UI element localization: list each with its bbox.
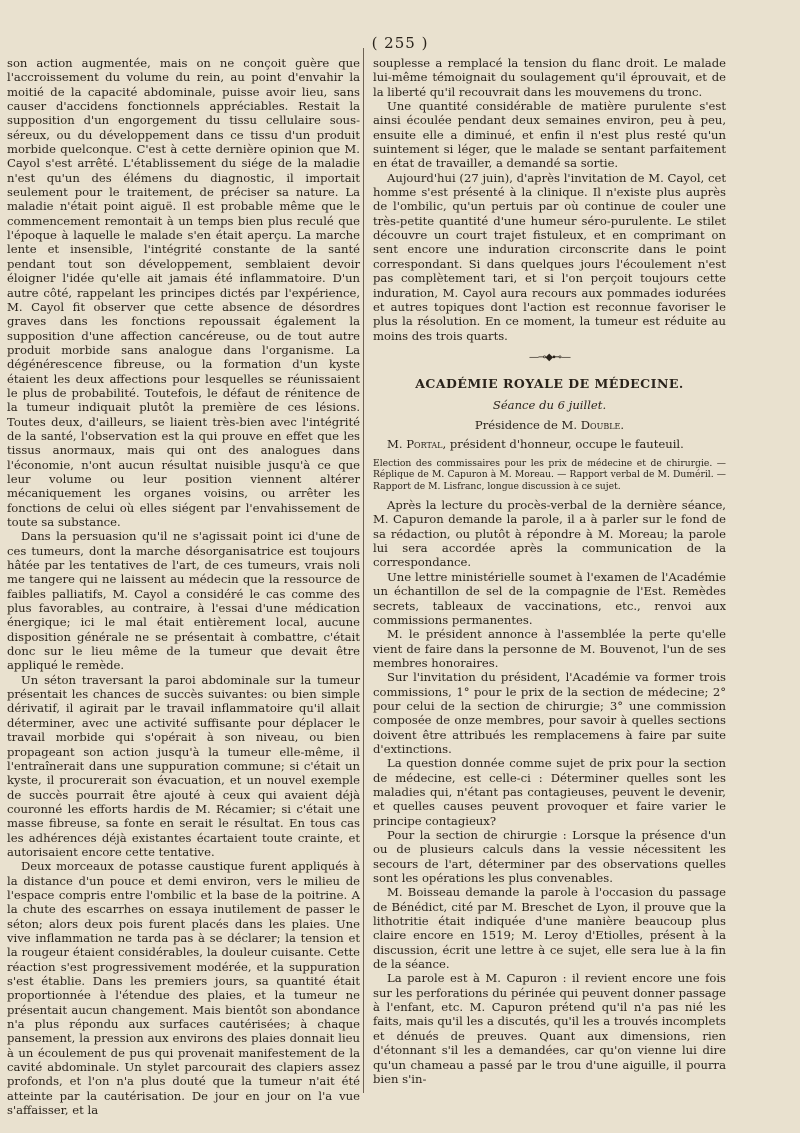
paragraph: Un séton traversant la paroi abdominale sur la tumeur présentait les chances de succès suivantes: ou bien simple dérivatif, il agirait par le travail inflammatoire qu'il allait déterminer, avec une activité suffisante pour déplacer le travail morbide qui s'opérait à son niveau, ou bien propageant son action jusqu'à la tumeur elle-même, il l'entraînerait dans une suppuration commune; si c'était un kyste, il procurerait son évacuation, et un nouvel exemple de succès pourrait être ajouté à ceux qui avaient déjà couronné les efforts hardis de M. Récamier; si c'était une masse fibreuse, sa fonte en serait le résultat. En tous cas les adhérences déjà existantes écartaient toute crainte, et autorisaient encore cette tentative.	[7, 672, 360, 859]
left-column	[0, 56, 360, 1117]
paragraph: Aujourd'hui (27 juin), d'après l'invitation de M. Cayol, cet homme s'est présenté à la clinique. Il n'existe plus auprès de l'ombilic, qu'un pertuis par où continue de couler une très-petite quantité d'une humeur séro-purulente. Le stilet découvre un court trajet fistuleux, et en comprimant on sent encore une induration circonscrite dans le point correspondant. Si dans quelques jours l'écoulement n'est pas complètement tari, et si l'on perçoit toujours cette induration, M. Cayol aura recours aux pommades iodurées et autres topiques dont l'action est reconnue favoriser le plus la résolution. En ce moment, la tumeur est réduite au moins des trois quarts.	[373, 170, 726, 343]
paragraph: Après la lecture du procès-verbal de la dernière séance, M. Capuron demande la parole, il a à parler sur le fond de sa rédaction, ou plutôt à répondre à M. Moreau; la parole lui sera accordée après la communication de la correspondance.	[373, 498, 726, 570]
column-divider	[363, 48, 364, 1093]
president-name: Double.	[580, 417, 625, 432]
paragraph: son action augmentée, mais on ne conçoit guère que l'accroissement du volume du rein, au point d'envahir la moitié de la capacité abdominale, puisse avoir lieu, sans causer d'accidens fonctionnels appréciables. Restait la supposition d'un engorgement du tissu cellulaire sous-séreux, ou du développement dans ce tissu d'un produit morbide quelconque. C'est à cette dernière opinion que M. Cayol s'est arrêté. L'établissement du siége de la maladie n'est qu'un des élémens du diagnostic, il importait seulement pour le traitement, de préciser sa nature. La maladie n'était point aiguë. Il est probable même que le commencement remontait à un temps bien plus reculé que l'époque à laquelle le malade s'en était aperçu. La marche lente et insensible, l'intégrité constante de la santé pendant tout son développement, semblaient devoir éloigner l'idée qu'elle ait jamais été inflammatoire. D'un autre côté, rappelant les principes dictés par l'expérience, M. Cayol fit observer que cette absence de désordres graves dans les fonctions repoussait également la supposition d'une affection cancéreuse, ou de tout autre produit morbide sans analogue dans l'organisme. La dégénérescence fibreuse, ou la formation d'un kyste étaient les deux affections pour lesquelles se réunissaient le plus de probabilité. Toutefois, le défaut de rénitence de la tumeur indiquait plutôt la première de ces lésions. Toutes deux, d'ailleurs, se liaient très-bien avec l'intégrité de la santé, l'observation est la qui prouve en effet que les tissus anormaux, mais qui ont des analogues dans l'économie, n'ont aucun résultat nuisible jusqu'à ce que leur volume ou leur position viennent altérer mécaniquement les organes voisins, ou arrêter les fonctions de celui où elles siégent par l'envahissement de toute sa substance.	[7, 56, 360, 529]
paragraph: M. Boisseau demande la parole à l'occasion du passage de Bénédict, cité par M. Breschet de Lyon, il prouve que la lithotritie était indiquée d'une manière beaucoup plus claire encore en 1519; M. Leroy d'Etiolles, présent à la discussion, écrit une lettre à ce sujet, elle sera lue à la fin de la séance.	[373, 885, 726, 972]
presidency-line	[373, 418, 726, 432]
paragraph: Deux morceaux de potasse caustique furent appliqués à la distance d'un pouce et demi environ, vers le milieu de l'espace compris entre l'ombilic et la base de la poitrine. A la chute des escarrhes on essaya inutilement de passer le séton; alors deux pois furent placés dans les plaies. Une vive inflammation ne tarda pas à se déclarer; la tension et la rougeur étaient considérables, la douleur cuisante. Cette réaction s'est progressivement modérée, et la suppuration s'est établie. Dans les premiers jours, sa quantité était proportionnée à l'étendue des plaies, et la tumeur ne présentait aucun changement. Mais bientôt son abondance n'a plus répondu aux surfaces cautérisées; à chaque pansement, la pression aux environs des plaies donnait lieu à un écoulement de pus qui provenait manifestement de la cavité abdominale. Un stylet parcourait des clapiers assez profonds, et l'on n'a plus douté que la tumeur n'ait été atteinte par la cautérisation. De jour en jour on l'a vue s'affaisser, et la	[7, 859, 360, 1118]
opening-line	[373, 437, 726, 451]
right-column	[373, 56, 726, 1086]
opening-text: , président d'honneur, occupe le fauteuil.	[442, 437, 684, 452]
paragraph: souplesse a remplacé la tension du flanc droit. Le malade lui-même témoignait du soulagement qu'il éprouvait, et de la liberté qu'il recouvrait dans les mouvemens du tronc.	[373, 56, 726, 99]
section-heading: ACADÉMIE ROYALE DE MÉDECINE.	[415, 376, 684, 392]
paragraph: Pour la section de chirurgie : Lorsque la présence d'un ou de plusieurs calculs dans la vessie nécessitent les secours de l'art, déterminer par des observations quelles sont les opérations les plus convenables.	[373, 828, 726, 886]
paragraph: La question donnée comme sujet de prix pour la section de médecine, est celle-ci : Déterminer quelles sont les maladies qui, n'étant pas contagieuses, peuvent le devenir, et quelles causes peuvent provoquer et faire varier le principe contagieux?	[373, 756, 726, 828]
paragraph: Une quantité considérable de matière purulente s'est ainsi écoulée pendant deux semaines environ, peu à peu, ensuite elle a diminué, et enfin il n'est plus resté qu'un suintement si léger, que le malade se sentant parfaitement en état de travailler, a demandé sa sortie.	[373, 99, 726, 171]
page-number: ( 255 )	[371, 34, 429, 52]
paragraph: M. le président annonce à l'assemblée la perte qu'elle vient de faire dans la personne de M. Bouvenot, l'un de ses membres honoraires.	[373, 627, 726, 670]
paragraph: Dans la persuasion qu'il ne s'agissait point ici d'une de ces tumeurs, dont la marche désorganisatrice est toujours hâtée par les tentatives de l'art, de ces tumeurs, vrais noli me tangere qui ne laissent au médecin que la ressource de faibles palliatifs, M. Cayol a considéré le cas comme des plus favorables, au contraire, à l'essai d'une médication énergique; ici le mal était entièrement local, aucune disposition générale ne se présentait à combattre, c'était donc sur le lieu même de la tumeur que devait être appliqué le remède.	[7, 529, 360, 673]
honorary-president-name: M. Portal	[387, 437, 443, 452]
session-summary: Election des commissaires pour les prix de médecine et de chirurgie. — Réplique de M. Capuron à M. Moreau. — Rapport verbal de M. Duméril. — Rapport de M. Lisfranc, longue discussion à ce sujet.	[373, 457, 726, 492]
presidency-prefix: Présidence de M.	[474, 417, 581, 432]
paragraph: Sur l'invitation du président, l'Académie va former trois commissions, 1° pour le prix de la section de médecine; 2° pour celui de la section de chirurgie; 3° une commission composée de onze membres, pour savoir à quelles sections doivent être attribués les remplacemens à faire par suite d'extinctions.	[373, 670, 726, 756]
session-date: Séance du 6 juillet.	[492, 397, 607, 412]
paragraph: Une lettre ministérielle soumet à l'examen de l'Académie un échantillon de sel de la compagnie de l'Est. Remèdes secrets, tableaux de vaccinations, etc., renvoi aux commissions permanentes.	[373, 569, 726, 627]
paragraph: La parole est à M. Capuron : il revient encore une fois sur les perforations du périnée qui peuvent donner passage à l'enfant, etc. M. Capuron prétend qu'il n'a pas nié les faits, mais qu'il les a discutés, qu'il les a trouvés incomplets et dénués de preuves. Quant aux dimensions, rien d'étonnant s'il les a demandées, car qu'on vienne lui dire qu'un chameau a passé par le trou d'une aiguille, il pourra bien s'in-	[373, 971, 726, 1086]
section-ornament: —⊸◆⊷—	[528, 351, 571, 363]
